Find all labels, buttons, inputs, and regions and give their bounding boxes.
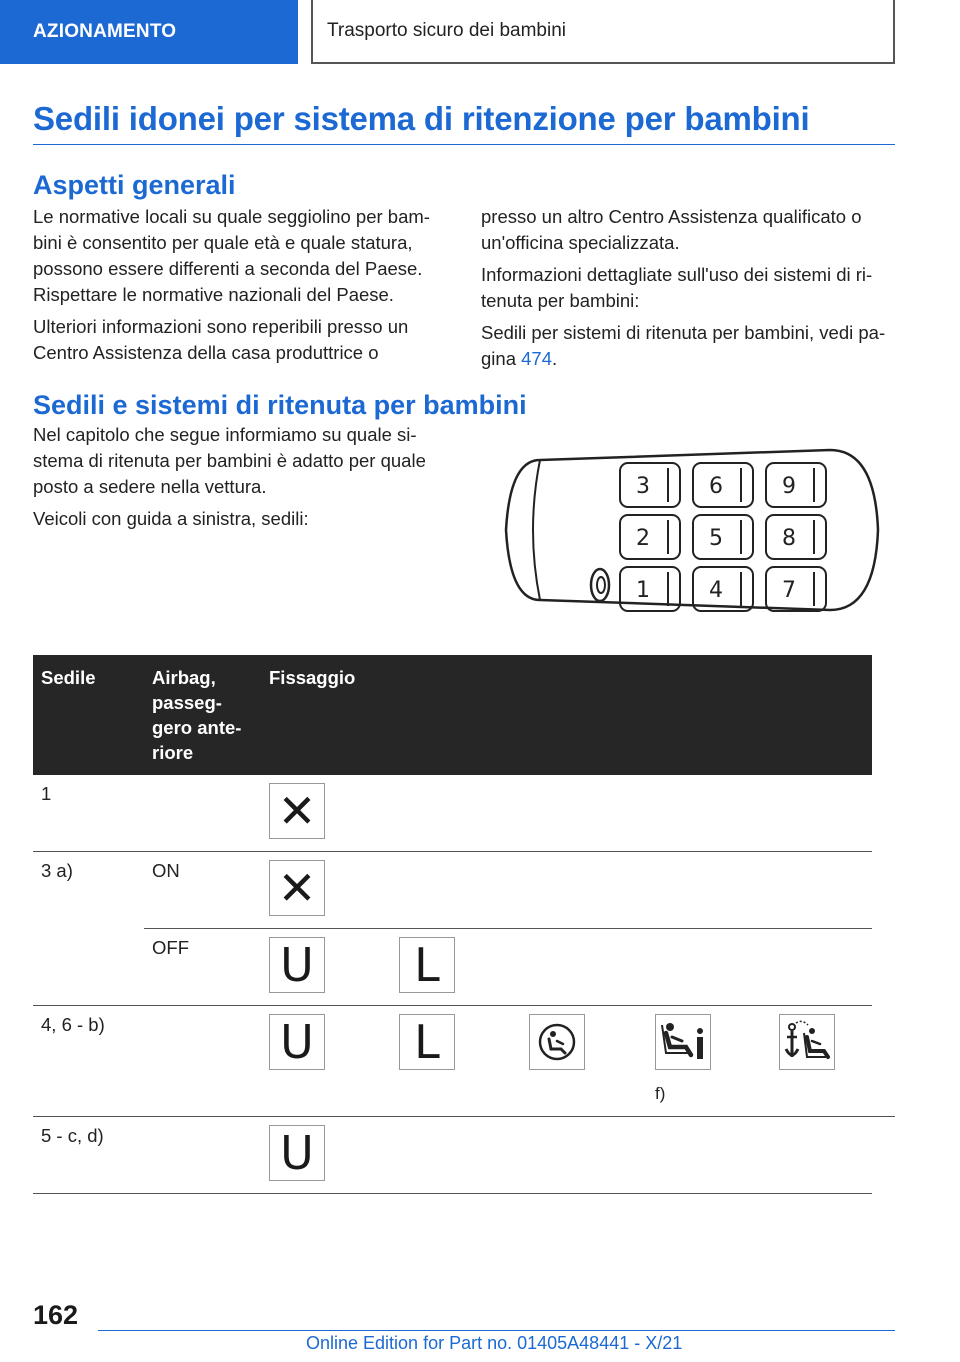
reference-end: . xyxy=(552,348,558,369)
cell-fixing xyxy=(771,1006,872,1117)
footnote-marker: f) xyxy=(655,1084,666,1103)
page-number: 162 xyxy=(33,1300,79,1330)
cell-airbag xyxy=(144,775,261,852)
table-row xyxy=(33,1006,895,1117)
section-tab: AZIONAMENTO xyxy=(0,0,298,64)
table-row xyxy=(33,1117,895,1194)
heading-general: Aspetti generali xyxy=(33,170,236,200)
cell-airbag xyxy=(144,1117,261,1194)
cross-icon: ✕ xyxy=(269,860,325,916)
cross-icon: ✕ xyxy=(269,783,325,839)
cell-fixing xyxy=(261,852,391,929)
paragraph: Informazioni dettagliate sull'uso dei sistemi di ritenuta per bambini: xyxy=(481,264,873,311)
reference-text: Sedili per sistemi di ritenuta per bambini, vedi pagina xyxy=(481,322,886,369)
seats-text xyxy=(33,422,443,538)
seat-number: 5 xyxy=(709,526,723,551)
heading-seats: Sedili e sistemi di ritenuta per bambini xyxy=(33,390,527,420)
cell-fixing xyxy=(261,1006,391,1117)
universal-u-icon: U xyxy=(269,1125,325,1181)
paragraph: presso un altro Centro Assistenza qualificato o un'officina specializzata. xyxy=(481,206,862,253)
universal-u-icon: U xyxy=(269,937,325,993)
column-header-seat: Sedile xyxy=(33,655,144,775)
cell-fixing xyxy=(261,929,391,1006)
cell-fixing xyxy=(647,1006,771,1117)
seat-number: 3 xyxy=(636,474,650,499)
topic-tab: Trasporto sicuro dei bambini xyxy=(311,0,895,64)
column-header-fixing: Fissaggio xyxy=(261,655,872,775)
isofix-info-icon xyxy=(655,1014,711,1070)
cell-airbag: ON xyxy=(144,852,261,929)
cell-seat: 5 - c, d) xyxy=(33,1117,144,1194)
cell-airbag: OFF xyxy=(144,929,261,1006)
cell-fixing xyxy=(391,929,521,1006)
paragraph-reference xyxy=(481,320,895,372)
cell-fixing xyxy=(521,1006,647,1117)
seat-layout-diagram xyxy=(500,440,882,620)
edition-footer: Online Edition for Part no. 01405A48441 - X/21 xyxy=(306,1333,683,1353)
isofix-anchor-icon xyxy=(779,1014,835,1070)
cell-seat: 1 xyxy=(33,775,144,852)
page-link-474[interactable]: 474 xyxy=(521,348,552,369)
cell-airbag xyxy=(144,1006,261,1117)
general-right-column xyxy=(481,204,895,378)
table-row xyxy=(33,929,895,1006)
cell-fixing xyxy=(391,1006,521,1117)
paragraph: Veicoli con guida a sinistra, sedili: xyxy=(33,508,309,529)
paragraph: Nel capitolo che segue informiamo su quale sistema di ritenuta per bambini è adatto per quale posto a sedere nella vettura. xyxy=(33,424,426,497)
seat-number: 7 xyxy=(782,578,796,603)
seat-fixing-table xyxy=(33,655,895,1194)
seat-number: 1 xyxy=(636,578,650,603)
column-header-airbag: Airbag, passeggero anteriore xyxy=(144,655,261,775)
universal-u-icon: U xyxy=(269,1014,325,1070)
seat-number: 6 xyxy=(709,474,723,499)
cell-seat: 3 a) xyxy=(33,852,144,1006)
steering-wheel-icon xyxy=(591,569,609,601)
table-header-row xyxy=(33,655,895,775)
paragraph: Ulteriori informazioni sono reperibili presso un Centro Assistenza della casa produttrice o xyxy=(33,316,409,363)
limited-l-icon: L xyxy=(399,937,455,993)
paragraph: Le normative locali su quale seggiolino per bambini è consentito per quale età e quale statura, possono essere differenti a seconda del Paese. Rispettare le normative nazionali del Paese. xyxy=(33,206,430,305)
page-title: Sedili idonei per sistema di ritenzione per bambini xyxy=(33,100,895,145)
seat-number: 8 xyxy=(782,526,796,551)
cell-fixing xyxy=(261,1117,391,1194)
table-row xyxy=(33,775,895,852)
footer-divider xyxy=(98,1330,895,1331)
table-row xyxy=(33,852,895,929)
seat-number: 4 xyxy=(709,578,723,603)
cell-seat: 4, 6 - b) xyxy=(33,1006,144,1117)
limited-l-icon: L xyxy=(399,1014,455,1070)
seat-number: 9 xyxy=(782,474,796,499)
isize-seat-icon xyxy=(529,1014,585,1070)
cell-fixing xyxy=(261,775,391,852)
seat-number: 2 xyxy=(636,526,650,551)
general-left-column xyxy=(33,204,443,372)
